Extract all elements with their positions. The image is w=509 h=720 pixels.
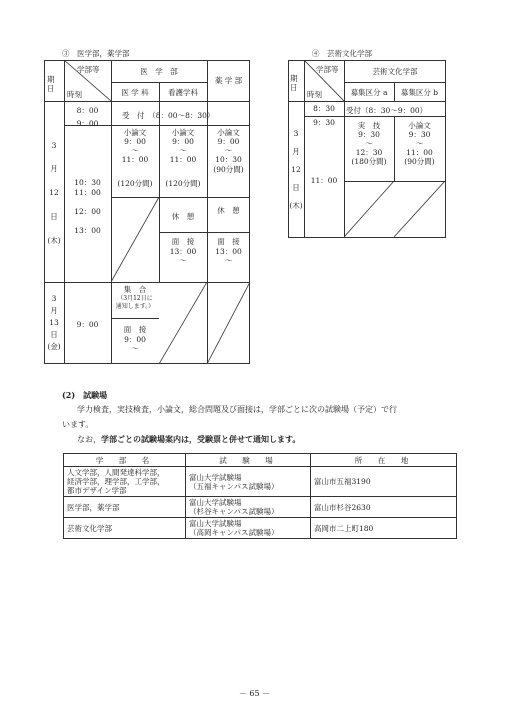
med-essay-tilde: ～ [131, 146, 139, 155]
row-header-day: 期日 [47, 75, 55, 93]
section3-title: ③ 医学部，薬学部 [62, 49, 130, 58]
time-0900: 9：00 [76, 119, 99, 128]
nur-essay-label: 小論文 [171, 128, 195, 137]
s4-essay-end: 11：00 [406, 148, 433, 157]
s4-faculty-header: 芸術文化学部 [372, 67, 418, 76]
col-header-faculty: 学部等 [77, 65, 100, 74]
s4-weekday: (木) [289, 201, 303, 210]
s4-time-0830: 8：30 [313, 104, 335, 113]
s4-div-b: 募集区分 b [400, 88, 439, 97]
row3-site-line2: （高岡キャンパス試験場） [189, 528, 279, 537]
pha-interview-time: 13：00 [215, 247, 242, 256]
s4-practical-end: 12：30 [355, 148, 383, 157]
time-1030: 10：30 [74, 178, 101, 187]
row1-site [186, 467, 311, 497]
venue-paragraph-1b: います。 [62, 420, 94, 429]
row2-faculty-line1: 医学部，薬学部 [67, 502, 120, 512]
med-essay-duration: (120分間) [117, 179, 153, 188]
s4-practical-tilde: ～ [365, 139, 373, 148]
page-number: － 65 － [238, 689, 271, 698]
s4-time-0930: 9：30 [313, 118, 335, 127]
med-interview-label: 面 接 [123, 325, 147, 334]
venue-table-header [64, 454, 457, 467]
s4-day-num: 12 [291, 165, 301, 174]
med-group-header: 医 学 部 [140, 67, 178, 76]
pha-interview-label: 面 接 [217, 237, 240, 246]
pha-essay-tilde: ～ [224, 146, 233, 155]
s4-practical-label: 実 技 [357, 121, 381, 130]
nur-rest: 休 憩 [171, 212, 195, 221]
s4-row-header-time: 時刻 [307, 90, 322, 99]
row3-faculty [64, 518, 186, 539]
s4-time-1100: 11：00 [310, 176, 338, 185]
s4-practical-start: 9：30 [358, 130, 380, 139]
day2-month-num: 3 [51, 294, 57, 303]
venue-paragraph-2-plain: なお， [77, 435, 101, 444]
pha-essay-label: 小論文 [217, 128, 240, 137]
row3-address: 高岡市二上町180 [311, 518, 457, 539]
table-row [64, 497, 457, 518]
s4-reception: 受付（8：30～9：00） [346, 106, 428, 115]
row2-site-line2: （杉谷キャンパス試験場） [189, 507, 279, 516]
row2-address: 富山市杉谷2630 [311, 497, 457, 518]
day2-day-num: 13 [49, 318, 59, 327]
med-essay-label: 小論文 [123, 128, 147, 137]
s4-essay-tilde: ～ [415, 139, 424, 148]
s4-essay-label: 小論文 [408, 121, 431, 130]
time-1100: 11：00 [74, 188, 101, 197]
table-row [64, 518, 457, 539]
day2-day: 日 [50, 330, 58, 339]
s4-practical-duration: (180分間) [351, 157, 387, 166]
nur-interview-label: 面 接 [171, 237, 195, 246]
day2-month: 月 [50, 306, 58, 315]
pha-essay-end: 10：30 [215, 155, 242, 164]
nursing-header: 看護学科 [168, 88, 198, 97]
s4-month: 月 [292, 147, 300, 156]
venue-paragraph-2 [77, 434, 300, 446]
gather-note-2: 通知します。） [115, 303, 155, 310]
section3-schedule-table [44, 60, 250, 364]
nur-interview-time: 13：00 [169, 247, 197, 256]
pha-interview-tilde: ～ [224, 256, 233, 265]
section4-title: ④ 芸術文化学部 [312, 49, 372, 58]
header-address: 所 在 地 [311, 454, 457, 467]
nur-essay-duration: (120分間) [165, 179, 201, 188]
pha-essay-start: 9：00 [217, 137, 240, 146]
s4-row-header-day: 期日 [290, 74, 298, 92]
day2-time-0900: 9：00 [76, 320, 99, 329]
time-1200: 12：00 [74, 207, 101, 216]
header-site: 試 験 場 [186, 454, 311, 467]
row1-site-line2: （五福キャンパス試験場） [189, 481, 279, 491]
header-faculty: 学 部 名 [64, 454, 186, 467]
row1-faculty-line1: 人文学部，人間発達科学部， [67, 468, 165, 477]
row1-address: 富山市五福3190 [311, 467, 457, 497]
gather-note-1: （3月12日に [117, 295, 153, 302]
s4-essay-start: 9：30 [408, 130, 431, 139]
venue-table [63, 453, 457, 539]
nur-essay-start: 9：00 [172, 137, 194, 146]
day1-day: 日 [50, 212, 58, 221]
day2-weekday: (金) [47, 342, 61, 351]
s4-day: 日 [292, 183, 300, 192]
row1-faculty-line3: 都市デザイン学部 [67, 486, 127, 495]
med-interview-time: 9：00 [124, 335, 146, 344]
gather-label: 集 合 [123, 285, 147, 294]
nur-essay-end: 11：00 [169, 155, 197, 164]
row2-site-line1: 富山大学試験場 [189, 498, 242, 507]
day1-month-num: 3 [51, 141, 57, 150]
pha-rest: 休 憩 [217, 206, 240, 215]
row1-faculty-line2: 経済学部，理学部，工学部， [67, 477, 165, 486]
s4-essay-duration: (90分間) [404, 157, 435, 166]
row1-faculty [64, 467, 186, 497]
day1-day-num: 12 [49, 188, 59, 197]
row3-site-line1: 富山大学試験場 [189, 519, 242, 528]
nur-essay-tilde: ～ [179, 146, 187, 155]
med-interview-tilde: ～ [131, 344, 139, 353]
med-essay-end: 11：00 [121, 155, 149, 164]
row1-site-line1: 富山大学試験場 [189, 472, 242, 482]
section4-schedule-table [288, 60, 446, 238]
s4-col-header: 学部等 [316, 65, 339, 74]
venue-paragraph-2-bold: 学部ごとの試験場案内は，受験票と併せて通知します。 [101, 435, 301, 444]
row3-faculty-line1: 芸術文化学部 [67, 523, 112, 533]
time-1300: 13：00 [74, 226, 101, 235]
row2-faculty [64, 497, 186, 518]
table-row [64, 467, 457, 497]
row2-site [186, 497, 311, 518]
nur-interview-tilde: ～ [179, 256, 187, 265]
med-sci-header: 医 学 科 [121, 88, 149, 97]
day1-month: 月 [50, 164, 58, 173]
venue-paragraph-1: 学力検査，実技検査，小論文，総合問題及び面接は，学部ごとに次の試験場（予定）で行 [77, 405, 397, 414]
med-essay-start: 9：00 [124, 137, 146, 146]
venue-heading: (2) 試験場 [62, 390, 108, 400]
time-0800: 8：00 [76, 106, 99, 115]
s4-month-num: 3 [293, 129, 299, 138]
s4-div-a: 募集区分 a [350, 88, 388, 97]
row3-site [186, 518, 311, 539]
pharm-header: 薬 学 部 [214, 76, 243, 85]
reception-text: 受 付 （8：00～8：30） [122, 111, 215, 120]
row-header-time: 時刻 [67, 90, 82, 99]
pha-essay-duration: (90分間) [213, 165, 244, 174]
day1-weekday: (木) [47, 236, 61, 245]
